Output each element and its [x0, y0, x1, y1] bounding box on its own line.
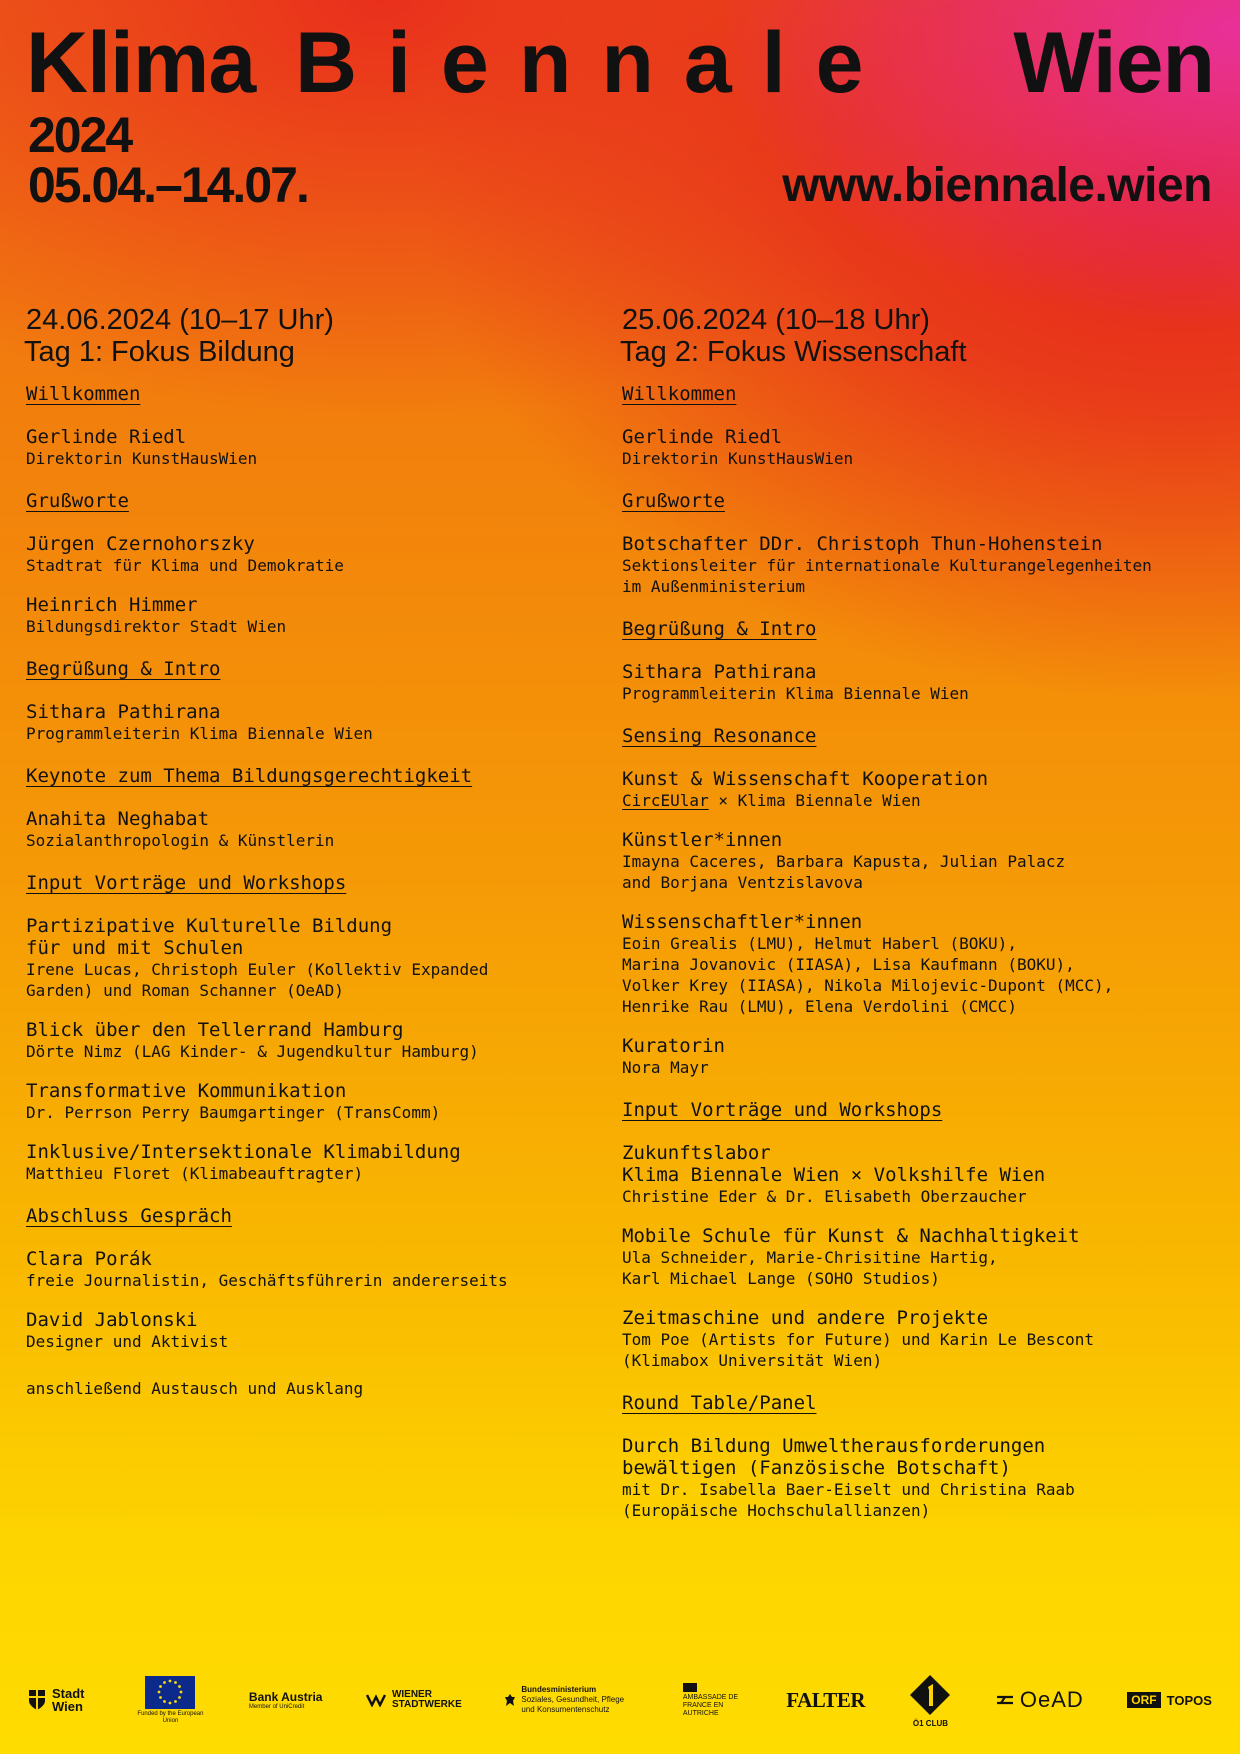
oe1-diamond-icon	[908, 1673, 952, 1717]
program-entry	[622, 426, 1222, 469]
section-heading: Keynote zum Thema Bildungsgerechtigkeit	[26, 765, 473, 787]
oead-label: OeAD	[1019, 1687, 1084, 1712]
program-entry	[26, 594, 596, 637]
entry-detail: Tom Poe (Artists for Future) und Karin Le Bescont (Klimabox Universität Wien)	[622, 1330, 1095, 1370]
entry-title: Mobile Schule für Kunst & Nachhaltigkeit	[622, 1225, 1080, 1247]
entry-detail: Sektionsleiter für internationale Kulturangelegenheiten im Außenministerium	[622, 556, 1152, 596]
entry-title: Wissenschaftler*innen	[622, 911, 863, 933]
entry-detail	[622, 790, 1222, 811]
entry-detail: Direktorin KunstHausWien	[622, 449, 854, 468]
program-entry	[26, 533, 596, 576]
program-entry	[622, 1435, 1222, 1521]
title-word-biennale: Biennale	[295, 15, 894, 111]
program-entry	[622, 661, 1222, 704]
eu-flag-icon	[145, 1676, 195, 1709]
program-entry	[26, 1141, 596, 1184]
oe1-label: Ö1 CLUB	[912, 1718, 949, 1728]
entry-title: Anahita Neghabat	[26, 808, 210, 830]
program-entry	[622, 1035, 1222, 1078]
program-entry	[26, 1248, 596, 1291]
entry-detail: Dr. Perrson Perry Baumgartinger (TransComm)	[26, 1103, 441, 1122]
entry-detail: Ula Schneider, Marie-Chrisitine Hartig, Karl Michael Lange (SOHO Studios)	[622, 1248, 998, 1288]
title-word-wien: Wien	[1013, 15, 1214, 111]
program-entry	[622, 911, 1222, 1017]
entry-detail: Matthieu Floret (Klimabeauftragter)	[26, 1164, 364, 1183]
entry-detail: Programmleiterin Klima Biennale Wien	[26, 724, 373, 743]
oead-mark-icon	[996, 1694, 1014, 1706]
entry-title: Zukunftslabor Klima Biennale Wien × Volkshilfe Wien	[622, 1142, 1046, 1186]
day-date: 25.06.2024 (10–18 Uhr)	[622, 304, 930, 336]
bank-austria-sub: Member of UniCredit	[248, 1704, 305, 1710]
poster-header	[0, 0, 1240, 230]
entry-title: Gerlinde Riedl	[622, 426, 783, 448]
program-entry	[26, 1080, 596, 1123]
falter-logo	[786, 1688, 865, 1713]
entry-detail: Nora Mayr	[622, 1058, 709, 1077]
entry-title: Kuratorin	[622, 1035, 725, 1057]
entry-detail: Sozialanthropologin & Künstlerin	[26, 831, 335, 850]
stadt-wien-logo	[28, 1687, 92, 1713]
falter-label: FALTER	[786, 1687, 865, 1712]
entry-detail: Irene Lucas, Christoph Euler (Kollektiv Expanded Garden) und Roman Schanner (OeAD)	[26, 960, 489, 1000]
section-heading: Begrüßung & Intro	[622, 618, 817, 640]
entry-detail: Programmleiterin Klima Biennale Wien	[622, 684, 969, 703]
shield-icon	[28, 1689, 46, 1711]
section-heading: Grußworte	[26, 490, 129, 512]
oe1-club-logo	[908, 1673, 952, 1728]
eu-logo	[135, 1676, 205, 1725]
entry-detail: Stadtrat für Klima und Demokratie	[26, 556, 344, 575]
entry-title: Botschafter DDr. Christoph Thun-Hohenstein	[622, 533, 1103, 555]
program-entry	[26, 701, 596, 744]
entry-title: Heinrich Himmer	[26, 594, 198, 616]
section-heading: Input Vorträge und Workshops	[26, 872, 347, 894]
program-entry	[26, 1309, 596, 1352]
entry-title: Jürgen Czernohorszky	[26, 533, 255, 555]
entry-detail: Christine Eder & Dr. Elisabeth Oberzaucher	[622, 1187, 1027, 1206]
entry-detail: mit Dr. Isabella Baer-Eiselt und Christina Raab (Europäische Hochschulallianzen)	[622, 1480, 1075, 1520]
entry-title: Sithara Pathirana	[622, 661, 817, 683]
program-entry	[622, 533, 1222, 597]
program-list	[26, 382, 596, 1399]
section-heading: Abschluss Gespräch	[26, 1205, 232, 1227]
oead-logo	[996, 1687, 1084, 1713]
program-entry	[622, 1142, 1222, 1207]
entry-title: Clara Porák	[26, 1248, 152, 1270]
entry-title: David Jablonski	[26, 1309, 198, 1331]
bank-austria-label: Bank Austria	[248, 1690, 323, 1704]
orf-label: ORF	[1127, 1692, 1160, 1708]
entry-title: Zeitmaschine und andere Projekte	[622, 1307, 989, 1329]
sponsor-logos	[28, 1672, 1212, 1728]
program-entry	[622, 829, 1222, 893]
day-date: 24.06.2024 (10–17 Uhr)	[26, 304, 334, 336]
entry-detail: Bildungsdirektor Stadt Wien	[26, 617, 287, 636]
bundesministerium-label: Bundesministerium	[521, 1685, 597, 1694]
festival-year: 2024	[28, 107, 132, 163]
day-title: Tag 2: Fokus Wissenschaft	[620, 336, 967, 368]
stadt-wien-label: Stadt Wien	[52, 1686, 85, 1714]
entry-detail: Dörte Nimz (LAG Kinder- & Jugendkultur Hamburg)	[26, 1042, 479, 1061]
bundesministerium-sub: Soziales, Gesundheit, Pflege und Konsumentenschutz	[521, 1695, 625, 1714]
festival-dates: 05.04.–14.07.	[28, 157, 308, 213]
entry-detail: Eoin Grealis (LMU), Helmut Haberl (BOKU), Marina Jovanovic (IIASA), Lisa Kaufmann (BOKU), Volker Krey (IIASA), Nikola Milojevic-Dupont (MCC), Henrike Rau (LMU), Elena Verdolini (CMCC)	[622, 934, 1114, 1016]
entry-detail-text: × Klima Biennale Wien	[708, 791, 921, 810]
program-entry	[622, 1225, 1222, 1289]
entry-detail: Imayna Caceres, Barbara Kapusta, Julian Palacz and Borjana Ventzislavova	[622, 852, 1066, 892]
marianne-icon	[683, 1683, 697, 1692]
entry-detail: Direktorin KunstHausWien	[26, 449, 258, 468]
program-entry	[26, 426, 596, 469]
partner-link[interactable]: CircEUlar	[622, 791, 709, 810]
entry-title: Transformative Kommunikation	[26, 1080, 347, 1102]
entry-detail: freie Journalistin, Geschäftsführerin andererseits	[26, 1271, 508, 1290]
section-heading: Grußworte	[622, 490, 725, 512]
entry-detail: Designer und Aktivist	[26, 1332, 229, 1351]
day-title: Tag 1: Fokus Bildung	[24, 336, 295, 368]
day-1-column	[26, 304, 596, 1399]
closing-note: anschließend Austausch und Ausklang	[26, 1379, 364, 1398]
wiener-stadtwerke-logo	[366, 1690, 462, 1710]
entry-title: Kunst & Wissenschaft Kooperation	[622, 768, 989, 790]
section-heading: Round Table/Panel	[622, 1392, 817, 1414]
entry-title: Sithara Pathirana	[26, 701, 221, 723]
bundesministerium-logo	[505, 1685, 639, 1715]
ambassade-label: AMBASSADE DE FRANCE EN AUTRICHE	[682, 1693, 739, 1717]
section-heading: Willkommen	[26, 383, 141, 405]
section-heading: Willkommen	[622, 383, 737, 405]
program-entry	[26, 915, 596, 1001]
entry-title: Gerlinde Riedl	[26, 426, 187, 448]
program-list	[622, 382, 1222, 1521]
topos-label: TOPOS	[1166, 1692, 1212, 1708]
wiener-stadtwerke-label: WIENER STADTWERKE	[391, 1689, 462, 1710]
section-heading: Begrüßung & Intro	[26, 658, 221, 680]
title-word-klima: Klima	[26, 15, 256, 111]
stadtwerke-mark-icon	[366, 1693, 386, 1707]
eu-caption: Funded by the European Union	[137, 1710, 204, 1724]
website-url[interactable]: www.biennale.wien	[782, 159, 1212, 212]
entry-title: Partizipative Kulturelle Bildung für und mit Schulen	[26, 915, 393, 959]
program-entry	[622, 1307, 1222, 1371]
ambassade-de-france-logo	[683, 1683, 743, 1718]
orf-topos-logo	[1127, 1692, 1212, 1708]
austria-eagle-icon	[505, 1694, 515, 1706]
section-heading: Sensing Resonance	[622, 725, 817, 747]
entry-title: Künstler*innen	[622, 829, 783, 851]
entry-title: Inklusive/Intersektionale Klimabildung	[26, 1141, 461, 1163]
bank-austria-logo	[249, 1690, 323, 1710]
program-entry	[622, 768, 1222, 811]
program-entry	[26, 1019, 596, 1062]
day-2-column	[622, 304, 1222, 1539]
entry-title: Durch Bildung Umweltherausforderungen bewältigen (Fanzösische Botschaft)	[622, 1435, 1046, 1479]
program-entry	[26, 808, 596, 851]
entry-title: Blick über den Tellerrand Hamburg	[26, 1019, 404, 1041]
section-heading: Input Vorträge und Workshops	[622, 1099, 943, 1121]
